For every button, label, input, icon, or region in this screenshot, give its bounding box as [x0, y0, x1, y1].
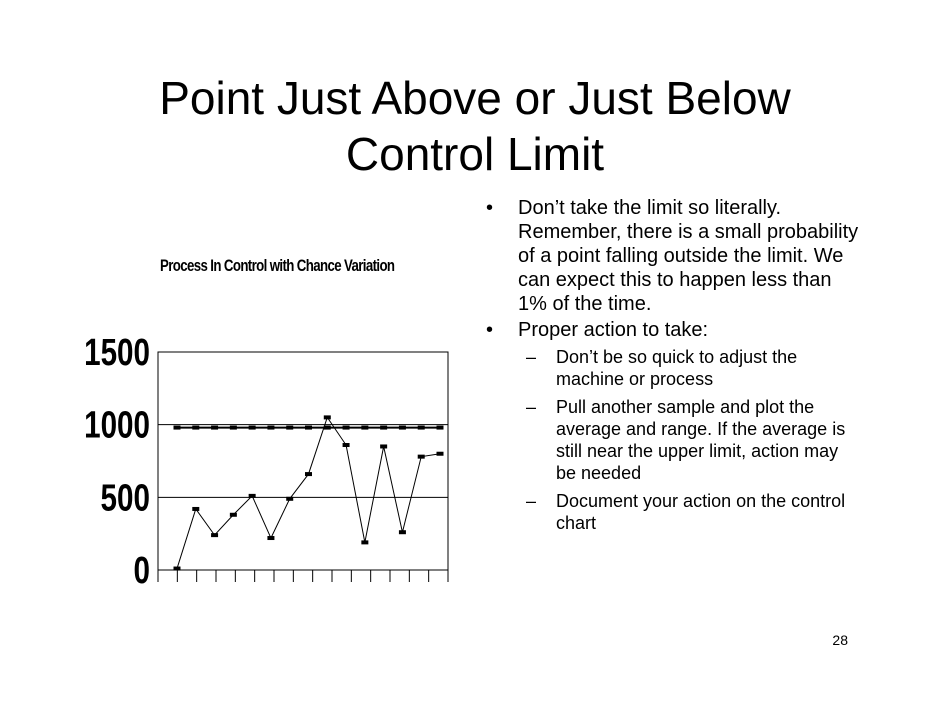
sub-bullet-item [526, 490, 860, 534]
data-point [211, 533, 218, 537]
data-point [361, 540, 368, 544]
data-point [343, 443, 350, 447]
sub-bullet-text: Document your action on the control chart [556, 491, 846, 533]
control-limit-marker [380, 426, 387, 430]
bullet-text: Don’t take the limit so literally. Remember, there is a small probability of a point falling outside the limit. We can expect this to happen less than 1% of the time. [518, 197, 859, 315]
sub-bullet-item [526, 346, 860, 390]
data-point [418, 455, 425, 459]
control-limit-marker [305, 426, 312, 430]
chart-title: Process In Control with Chance Variation [160, 256, 395, 275]
sub-bullet-text: Don’t be so quick to adjust the machine or process [556, 347, 798, 389]
bullet-mark: • [486, 319, 494, 341]
control-limit-marker [192, 426, 199, 430]
sub-bullet-mark: – [526, 397, 537, 417]
slide-title-line-2: Control Limit [345, 128, 605, 181]
sub-bullet-text: Pull another sample and plot the average and range. If the average is still near the upper limit, action may be needed [556, 397, 846, 483]
y-tick-label: 500 [100, 476, 150, 520]
data-point [305, 472, 312, 476]
control-limit-marker [174, 426, 181, 430]
data-point [192, 507, 199, 511]
bullet-item [480, 196, 860, 316]
control-limit-marker [343, 426, 350, 430]
data-point [230, 513, 237, 517]
plot-frame [158, 352, 448, 570]
data-point [380, 444, 387, 448]
bullet-text: Proper action to take: [518, 319, 709, 341]
bullet-mark: • [486, 197, 494, 219]
control-limit-marker [249, 426, 256, 430]
data-point [286, 497, 293, 501]
control-limit-marker [267, 426, 274, 430]
control-limit-marker [230, 426, 237, 430]
sub-bullet-mark: – [526, 347, 537, 367]
slide-title-line-1: Point Just Above or Just Below [159, 72, 791, 124]
control-limit-marker [361, 426, 368, 430]
data-point [267, 536, 274, 540]
data-point [437, 452, 444, 456]
data-point [174, 567, 181, 571]
sub-bullet-item [526, 396, 860, 484]
y-tick-label: 0 [133, 549, 150, 592]
data-point [399, 530, 406, 534]
data-point [324, 415, 331, 419]
bullet-list [480, 196, 860, 540]
control-limit-marker [399, 426, 406, 430]
data-point [249, 494, 256, 498]
control-limit-marker [324, 426, 331, 430]
y-tick-label: 1500 [84, 331, 150, 374]
data-series-line [177, 417, 440, 568]
y-tick-label: 1000 [84, 404, 150, 447]
control-limit-marker [437, 426, 444, 430]
control-limit-marker [286, 426, 293, 430]
sub-bullet-mark: – [526, 491, 537, 511]
control-limit-marker [418, 426, 425, 430]
bullet-item [480, 318, 860, 342]
control-limit-marker [211, 426, 218, 430]
page-number: 28 [832, 632, 848, 648]
